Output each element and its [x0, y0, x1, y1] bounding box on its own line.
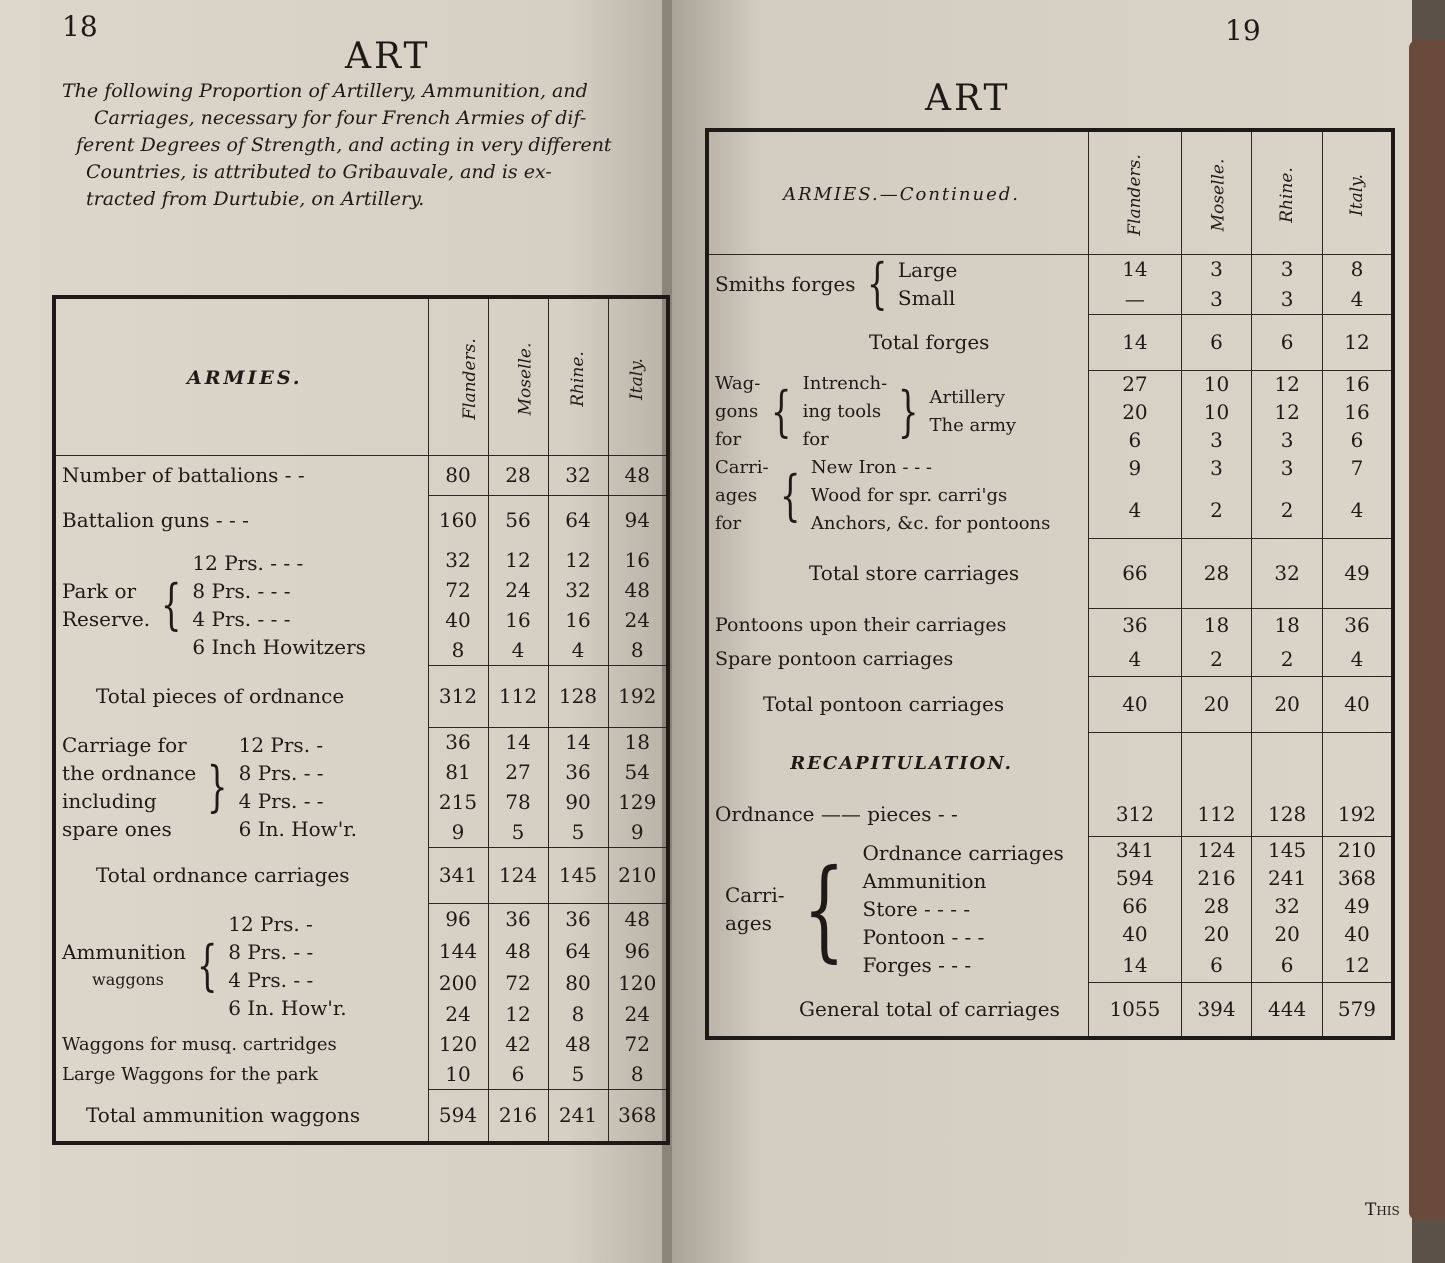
- cell: 368: [1322, 864, 1393, 892]
- cell: 9: [428, 817, 488, 847]
- cell: 66: [1089, 538, 1182, 608]
- cell: 6: [1322, 426, 1393, 454]
- cell: 36: [548, 903, 608, 935]
- carri-ages-items: Ordnance carriages Ammunition Store - - - - Pontoon - - - Forges - - -: [862, 841, 1064, 977]
- cell: 28: [488, 455, 548, 495]
- cell: 120: [428, 1029, 488, 1059]
- cell: 10: [1181, 398, 1252, 426]
- cell: 8: [608, 1059, 668, 1089]
- column-header-italy: Italy.: [627, 357, 648, 400]
- ammunition-group: [54, 903, 428, 1029]
- left-artillery-table: [52, 295, 670, 1145]
- cell: 20: [1252, 920, 1323, 948]
- cell: 16: [488, 605, 548, 635]
- smiths-forges-items: Large Small: [897, 258, 958, 311]
- cell: 368: [608, 1089, 668, 1143]
- cell: 4: [1322, 482, 1393, 538]
- table-row: [707, 836, 1393, 864]
- table-title-cell: [707, 130, 1089, 254]
- cell: 341: [428, 847, 488, 903]
- cell: 36: [1322, 608, 1393, 642]
- carriages-for-group: [707, 454, 1089, 538]
- cell: 10: [428, 1059, 488, 1089]
- cell: 48: [608, 903, 668, 935]
- cell: 1055: [1089, 982, 1182, 1038]
- cell: 579: [1322, 982, 1393, 1038]
- right-running-head: ART: [925, 78, 1011, 119]
- cell: 80: [428, 455, 488, 495]
- cell: 18: [608, 727, 668, 757]
- brace-glyph: {: [771, 380, 792, 443]
- cell: 32: [548, 575, 608, 605]
- cell: 2: [1181, 482, 1252, 538]
- cell: 128: [1252, 792, 1323, 836]
- cell: 40: [1322, 920, 1393, 948]
- cell: 210: [1322, 836, 1393, 864]
- cell: 3: [1181, 254, 1252, 284]
- intro-line: Carriages, necessary for four French Armies of dif-: [94, 107, 587, 129]
- table-row: [54, 847, 668, 903]
- cell: 145: [1252, 836, 1323, 864]
- cell: 144: [428, 935, 488, 967]
- cell: 6: [1252, 314, 1323, 370]
- row-label: General total of carriages: [799, 997, 1060, 1021]
- cell: 444: [1252, 982, 1323, 1038]
- cell: 16: [1322, 398, 1393, 426]
- cell: 20: [1181, 920, 1252, 948]
- cell: 42: [488, 1029, 548, 1059]
- cell: 49: [1322, 538, 1393, 608]
- cell: 6: [1181, 314, 1252, 370]
- column-header-rhine: Rhine.: [1277, 166, 1298, 223]
- cell: 20: [1181, 676, 1252, 732]
- cell: 14: [1089, 314, 1182, 370]
- cell: 9: [1089, 454, 1182, 482]
- intro-paragraph: [62, 78, 652, 213]
- table-row: [54, 903, 668, 935]
- cell: 3: [1181, 284, 1252, 314]
- table-title-cell: [54, 297, 428, 455]
- cell: 12: [488, 999, 548, 1029]
- cell: 192: [1322, 792, 1393, 836]
- cell: 2: [1181, 642, 1252, 676]
- cell: 5: [488, 817, 548, 847]
- park-reserve-items: 12 Prs. - - - 8 Prs. - - - 4 Prs. - - - 6 Inch Howitzers: [192, 551, 366, 659]
- cell: 12: [548, 545, 608, 575]
- cell: 3: [1181, 426, 1252, 454]
- cell: 8: [428, 635, 488, 665]
- column-header-flanders: Flanders.: [1124, 153, 1145, 236]
- table-row: [707, 792, 1393, 836]
- row-label: Spare pontoon carriages: [715, 648, 954, 670]
- cell: 12: [1252, 370, 1323, 398]
- cell: 14: [548, 727, 608, 757]
- cell: 241: [548, 1089, 608, 1143]
- table-row: [54, 727, 668, 757]
- cell: 20: [1089, 398, 1182, 426]
- cell: 56: [488, 495, 548, 545]
- cell: 3: [1252, 426, 1323, 454]
- cell: 80: [548, 967, 608, 999]
- cell: 32: [1252, 538, 1323, 608]
- cell: 200: [428, 967, 488, 999]
- cell: 160: [428, 495, 488, 545]
- cell: 72: [608, 1029, 668, 1059]
- cell: 94: [608, 495, 668, 545]
- brace-glyph: }: [898, 380, 919, 443]
- cell: 128: [548, 665, 608, 727]
- cell: 36: [1089, 608, 1182, 642]
- cell: 4: [1089, 482, 1182, 538]
- cell: 14: [1089, 254, 1182, 284]
- intro-line: The following Proportion of Artillery, Ammunition, and: [62, 80, 588, 102]
- park-reserve-label: Park or Reserve.: [62, 579, 151, 631]
- cell: 16: [608, 545, 668, 575]
- ammunition-items: 12 Prs. - 8 Prs. - - 4 Prs. - - 6 In. How'r.: [228, 912, 347, 1020]
- cell: 64: [548, 495, 608, 545]
- cell: 14: [488, 727, 548, 757]
- cell: 6: [488, 1059, 548, 1089]
- cell: 5: [548, 817, 608, 847]
- cell: 48: [548, 1029, 608, 1059]
- cell: 96: [608, 935, 668, 967]
- cell: 40: [1089, 920, 1182, 948]
- table-title: ARMIES.—Continued.: [783, 183, 1020, 205]
- table-row: [707, 314, 1393, 370]
- brace-glyph: {: [802, 845, 845, 973]
- cell: 216: [488, 1089, 548, 1143]
- cell: 32: [548, 455, 608, 495]
- cell: 594: [428, 1089, 488, 1143]
- cell: 32: [428, 545, 488, 575]
- brace-glyph: {: [779, 464, 801, 527]
- cell: 72: [428, 575, 488, 605]
- carriage-for-label: Carriage for the ordnance including spare ones: [62, 733, 197, 841]
- table-row: [707, 642, 1393, 676]
- cell: 312: [428, 665, 488, 727]
- book-spine-edge: [1409, 40, 1445, 1220]
- table-row: [54, 665, 668, 727]
- cell: 24: [608, 999, 668, 1029]
- smiths-forges-label: Smiths forges: [715, 272, 856, 297]
- cell: 40: [1322, 676, 1393, 732]
- cell: 12: [1322, 948, 1393, 982]
- brace-glyph: }: [207, 755, 228, 818]
- row-label: Total pontoon carriages: [763, 692, 1005, 716]
- table-row: [54, 1059, 668, 1089]
- cell: 48: [608, 455, 668, 495]
- cell: 90: [548, 787, 608, 817]
- cell: 6: [1252, 948, 1323, 982]
- intro-line: ferent Degrees of Strength, and acting in very different: [76, 134, 612, 156]
- carriage-for-items: 12 Prs. - 8 Prs. - - 4 Prs. - - 6 In. How'r.: [238, 733, 358, 841]
- cell: 7: [1322, 454, 1393, 482]
- cell: 594: [1089, 864, 1182, 892]
- cell: —: [1089, 284, 1182, 314]
- cell: 72: [488, 967, 548, 999]
- cell: 18: [1181, 608, 1252, 642]
- table-row: [707, 538, 1393, 608]
- cell: 36: [488, 903, 548, 935]
- table-row: [707, 608, 1393, 642]
- row-label: Waggons for musq. cartridges: [62, 1033, 337, 1055]
- cell: 28: [1181, 538, 1252, 608]
- cell: 145: [548, 847, 608, 903]
- cell: 3: [1252, 454, 1323, 482]
- cell: 4: [1089, 642, 1182, 676]
- cell: 5: [548, 1059, 608, 1089]
- cell: 36: [428, 727, 488, 757]
- table-row: [54, 455, 668, 495]
- cell: 4: [1322, 284, 1393, 314]
- left-running-head: ART: [345, 36, 431, 77]
- column-header-flanders: Flanders.: [459, 337, 480, 420]
- cell: 78: [488, 787, 548, 817]
- cell: 40: [428, 605, 488, 635]
- table-row: [707, 370, 1393, 398]
- cell: 312: [1089, 792, 1182, 836]
- catchword: This: [1365, 1200, 1400, 1220]
- table-row: [707, 454, 1393, 482]
- row-label: Total ammunition waggons: [86, 1103, 361, 1127]
- cell: 124: [488, 847, 548, 903]
- cell: 216: [1181, 864, 1252, 892]
- carri-ages-group: [707, 836, 1089, 982]
- table-row: [54, 545, 668, 575]
- row-label: Large Waggons for the park: [62, 1063, 319, 1085]
- row-label: Ordnance —— pieces - -: [715, 802, 958, 826]
- cell: 10: [1181, 370, 1252, 398]
- cell: 81: [428, 757, 488, 787]
- cell: 129: [608, 787, 668, 817]
- cell: 3: [1252, 284, 1323, 314]
- carriages-items: New Iron - - - Wood for spr. carri'gs Anchors, &c. for pontoons: [810, 457, 1051, 534]
- cell: 16: [1322, 370, 1393, 398]
- intrenching-label: Intrench- ing tools for: [802, 373, 888, 450]
- cell: 210: [608, 847, 668, 903]
- cell: 3: [1252, 254, 1323, 284]
- cell: 9: [608, 817, 668, 847]
- cell: 192: [608, 665, 668, 727]
- row-label: Total ordnance carriages: [96, 863, 350, 887]
- carriage-for-group: [54, 727, 428, 847]
- cell: 3: [1181, 454, 1252, 482]
- column-header-moselle: Moselle.: [514, 342, 535, 416]
- ammunition-label: Ammunition waggons: [62, 940, 186, 989]
- cell: 18: [1252, 608, 1323, 642]
- table-row: [54, 1029, 668, 1059]
- cell: 16: [548, 605, 608, 635]
- park-reserve-group: [54, 545, 428, 665]
- intro-line: Countries, is attributed to Gribauvale, and is ex-: [86, 161, 552, 183]
- row-label: Total store carriages: [809, 561, 1020, 585]
- cell: 8: [1322, 254, 1393, 284]
- cell: 40: [1089, 676, 1182, 732]
- cell: 24: [428, 999, 488, 1029]
- row-label: Total forges: [869, 330, 990, 354]
- cell: 341: [1089, 836, 1182, 864]
- cell: 6: [1181, 948, 1252, 982]
- cell: 8: [548, 999, 608, 1029]
- brace-glyph: {: [160, 573, 182, 636]
- cell: 64: [548, 935, 608, 967]
- column-header-italy: Italy.: [1346, 173, 1367, 216]
- waggons-label: Wag- gons for: [715, 373, 761, 450]
- cell: 2: [1252, 642, 1323, 676]
- carri-ages-label: Carri- ages: [725, 883, 785, 935]
- left-page-number: 18: [62, 10, 98, 43]
- column-header-moselle: Moselle.: [1208, 158, 1229, 232]
- table-row: [707, 254, 1393, 284]
- table-row: [54, 1089, 668, 1143]
- cell: 394: [1181, 982, 1252, 1038]
- cell: 32: [1252, 892, 1323, 920]
- cell: 54: [608, 757, 668, 787]
- cell: 27: [488, 757, 548, 787]
- intro-line: tracted from Durtubie, on Artillery.: [86, 188, 425, 210]
- brace-glyph: {: [866, 254, 888, 314]
- cell: 12: [1252, 398, 1323, 426]
- cell: 27: [1089, 370, 1182, 398]
- cell: 14: [1089, 948, 1182, 982]
- cell: 66: [1089, 892, 1182, 920]
- right-artillery-table: [705, 128, 1395, 1040]
- smiths-forges-group: [707, 254, 1089, 314]
- cell: 48: [488, 935, 548, 967]
- cell: 49: [1322, 892, 1393, 920]
- column-header-rhine: Rhine.: [567, 350, 588, 407]
- cell: 112: [488, 665, 548, 727]
- cell: 2: [1252, 482, 1323, 538]
- right-page-number: 19: [1225, 14, 1261, 47]
- cell: 48: [608, 575, 668, 605]
- cell: 36: [548, 757, 608, 787]
- cell: 4: [1322, 642, 1393, 676]
- row-label: Battalion guns - - -: [62, 508, 249, 532]
- cell: 12: [488, 545, 548, 575]
- cell: 120: [608, 967, 668, 999]
- cell: 241: [1252, 864, 1323, 892]
- table-row: [707, 982, 1393, 1038]
- cell: 28: [1181, 892, 1252, 920]
- waggons-group: [707, 370, 1089, 454]
- cell: 124: [1181, 836, 1252, 864]
- recapitulation-heading: RECAPITULATION.: [790, 753, 1013, 774]
- cell: 12: [1322, 314, 1393, 370]
- cell: 112: [1181, 792, 1252, 836]
- row-label: Number of battalions - -: [62, 463, 305, 488]
- table-row: [707, 676, 1393, 732]
- cell: 4: [488, 635, 548, 665]
- table-row: [707, 732, 1393, 792]
- cell: 215: [428, 787, 488, 817]
- brace-glyph: {: [196, 934, 218, 997]
- cell: 6: [1089, 426, 1182, 454]
- carriages-label: Carri- ages for: [715, 457, 769, 534]
- waggons-items: Artillery The army: [929, 387, 1017, 436]
- cell: 20: [1252, 676, 1323, 732]
- cell: 8: [608, 635, 668, 665]
- cell: 4: [548, 635, 608, 665]
- cell: 24: [488, 575, 548, 605]
- recapitulation-heading-cell: [707, 732, 1089, 792]
- cell: 96: [428, 903, 488, 935]
- row-label: Total pieces of ordnance: [96, 684, 345, 708]
- table-title: ARMIES.: [186, 366, 303, 389]
- row-label: Pontoons upon their carriages: [715, 614, 1007, 636]
- table-row: [54, 495, 668, 545]
- cell: 24: [608, 605, 668, 635]
